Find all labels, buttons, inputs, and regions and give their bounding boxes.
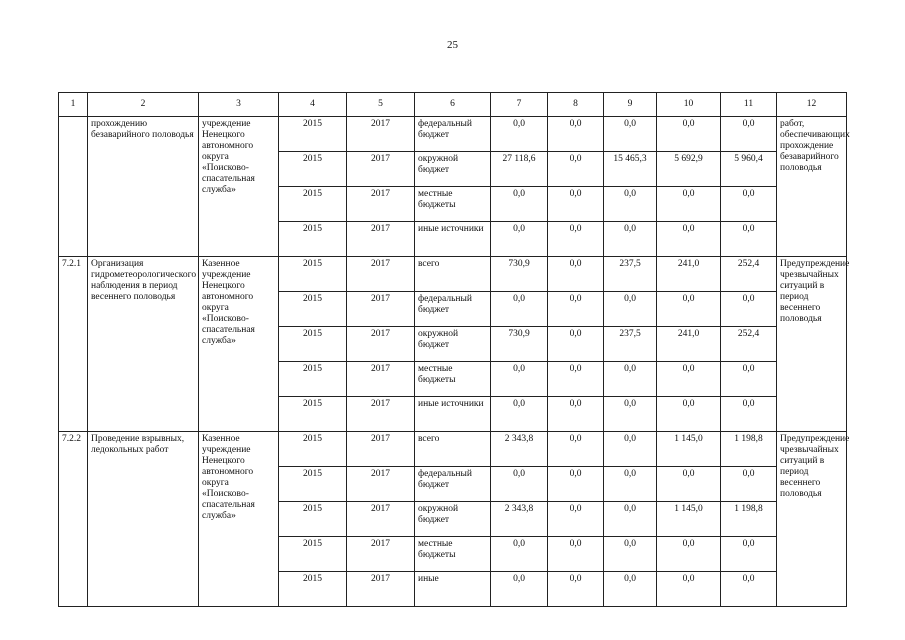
amount-total: 0,0 [491,292,548,327]
table-row [59,432,847,467]
amount-col-11: 0,0 [721,187,777,222]
amount-total: 27 118,6 [491,152,548,187]
activity-name: Организация гидрометеорологического наблюдения в период весеннего половодья [88,257,199,432]
funding-source: окружной бюджет [415,327,491,362]
end-year: 2017 [347,257,415,292]
funding-source: иные [415,572,491,607]
amount-total: 2 343,8 [491,432,548,467]
amount-col-9: 0,0 [604,117,657,152]
amount-col-11: 252,4 [721,327,777,362]
end-year: 2017 [347,327,415,362]
funding-source: иные источники [415,397,491,432]
activity-executor: учреждение Ненецкого автономного округа «Поисково-спасательная служба» [199,117,279,257]
activity-name: Проведение взрывных, ледокольных работ [88,432,199,607]
funding-source: местные бюджеты [415,362,491,397]
amount-col-9: 0,0 [604,362,657,397]
amount-col-9: 0,0 [604,467,657,502]
end-year: 2017 [347,222,415,257]
amount-col-9: 0,0 [604,572,657,607]
start-year: 2015 [279,537,347,572]
table-row [59,117,847,152]
amount-total: 0,0 [491,117,548,152]
header-cell: 5 [347,93,415,117]
amount-col-9: 0,0 [604,537,657,572]
end-year: 2017 [347,292,415,327]
funding-source: федеральный бюджет [415,292,491,327]
header-cell: 10 [657,93,721,117]
activity-code [59,117,88,257]
amount-col-8: 0,0 [548,187,604,222]
amount-col-11: 0,0 [721,362,777,397]
amount-col-11: 0,0 [721,397,777,432]
expected-result: Предупреждение чрезвычайных ситуаций в период весеннего половодья [777,257,847,432]
amount-col-11: 0,0 [721,222,777,257]
end-year: 2017 [347,397,415,432]
amount-col-10: 241,0 [657,327,721,362]
header-cell: 4 [279,93,347,117]
funding-source: федеральный бюджет [415,467,491,502]
start-year: 2015 [279,502,347,537]
end-year: 2017 [347,432,415,467]
amount-total: 0,0 [491,187,548,222]
amount-col-10: 5 692,9 [657,152,721,187]
amount-col-10: 1 145,0 [657,502,721,537]
amount-col-10: 0,0 [657,187,721,222]
start-year: 2015 [279,362,347,397]
amount-col-8: 0,0 [548,467,604,502]
activity-executor: Казенное учреждение Ненецкого автономного округа «Поисково-спасательная служба» [199,432,279,607]
amount-col-9: 0,0 [604,502,657,537]
amount-col-11: 252,4 [721,257,777,292]
activity-code: 7.2.2 [59,432,88,607]
amount-col-9: 237,5 [604,257,657,292]
start-year: 2015 [279,327,347,362]
amount-col-11: 0,0 [721,537,777,572]
amount-col-10: 0,0 [657,537,721,572]
start-year: 2015 [279,117,347,152]
amount-col-10: 0,0 [657,397,721,432]
header-cell: 9 [604,93,657,117]
funding-source: местные бюджеты [415,187,491,222]
amount-col-9: 0,0 [604,397,657,432]
amount-col-8: 0,0 [548,572,604,607]
header-cell: 8 [548,93,604,117]
amount-col-10: 241,0 [657,257,721,292]
amount-col-11: 0,0 [721,117,777,152]
amount-total: 2 343,8 [491,502,548,537]
expected-result: Предупреждение чрезвычайных ситуаций в период весеннего половодья [777,432,847,607]
amount-col-10: 0,0 [657,467,721,502]
amount-total: 0,0 [491,362,548,397]
amount-col-10: 0,0 [657,572,721,607]
start-year: 2015 [279,257,347,292]
end-year: 2017 [347,502,415,537]
header-cell: 12 [777,93,847,117]
page-number: 25 [447,39,458,51]
start-year: 2015 [279,467,347,502]
funding-source: местные бюджеты [415,537,491,572]
amount-col-8: 0,0 [548,502,604,537]
funding-source: окружной бюджет [415,502,491,537]
funding-source: иные источники [415,222,491,257]
amount-col-11: 0,0 [721,572,777,607]
activity-name: прохождению безаварийного половодья [88,117,199,257]
start-year: 2015 [279,432,347,467]
amount-total: 0,0 [491,222,548,257]
amount-col-9: 0,0 [604,187,657,222]
end-year: 2017 [347,152,415,187]
start-year: 2015 [279,187,347,222]
expected-result: работ, обеспечивающих прохождение безаварийного половодья [777,117,847,257]
start-year: 2015 [279,222,347,257]
end-year: 2017 [347,117,415,152]
table-row [59,257,847,292]
end-year: 2017 [347,572,415,607]
amount-total: 0,0 [491,467,548,502]
funding-source: всего [415,432,491,467]
amount-col-9: 237,5 [604,327,657,362]
header-cell: 7 [491,93,548,117]
amount-col-9: 0,0 [604,292,657,327]
amount-col-11: 0,0 [721,292,777,327]
funding-source: всего [415,257,491,292]
amount-total: 0,0 [491,572,548,607]
amount-col-10: 0,0 [657,222,721,257]
amount-col-8: 0,0 [548,432,604,467]
amount-col-8: 0,0 [548,117,604,152]
amount-col-8: 0,0 [548,222,604,257]
amount-total: 730,9 [491,327,548,362]
header-cell: 2 [88,93,199,117]
start-year: 2015 [279,292,347,327]
end-year: 2017 [347,362,415,397]
amount-col-10: 0,0 [657,117,721,152]
amount-total: 730,9 [491,257,548,292]
amount-col-8: 0,0 [548,537,604,572]
amount-col-8: 0,0 [548,362,604,397]
amount-col-8: 0,0 [548,397,604,432]
header-cell: 1 [59,93,88,117]
amount-total: 0,0 [491,537,548,572]
amount-col-11: 0,0 [721,467,777,502]
amount-col-10: 0,0 [657,292,721,327]
funding-source: федеральный бюджет [415,117,491,152]
start-year: 2015 [279,572,347,607]
amount-col-10: 0,0 [657,362,721,397]
amount-col-9: 0,0 [604,432,657,467]
amount-col-9: 15 465,3 [604,152,657,187]
activity-code: 7.2.1 [59,257,88,432]
amount-col-8: 0,0 [548,292,604,327]
amount-col-11: 5 960,4 [721,152,777,187]
start-year: 2015 [279,397,347,432]
amount-col-11: 1 198,8 [721,432,777,467]
header-row [59,93,847,117]
activity-executor: Казенное учреждение Ненецкого автономного округа «Поисково-спасательная служба» [199,257,279,432]
budget-table [58,92,850,607]
amount-col-8: 0,0 [548,257,604,292]
amount-total: 0,0 [491,397,548,432]
end-year: 2017 [347,537,415,572]
amount-col-9: 0,0 [604,222,657,257]
header-cell: 6 [415,93,491,117]
amount-col-10: 1 145,0 [657,432,721,467]
end-year: 2017 [347,467,415,502]
start-year: 2015 [279,152,347,187]
amount-col-8: 0,0 [548,152,604,187]
funding-source: окружной бюджет [415,152,491,187]
amount-col-8: 0,0 [548,327,604,362]
header-cell: 11 [721,93,777,117]
end-year: 2017 [347,187,415,222]
header-cell: 3 [199,93,279,117]
amount-col-11: 1 198,8 [721,502,777,537]
